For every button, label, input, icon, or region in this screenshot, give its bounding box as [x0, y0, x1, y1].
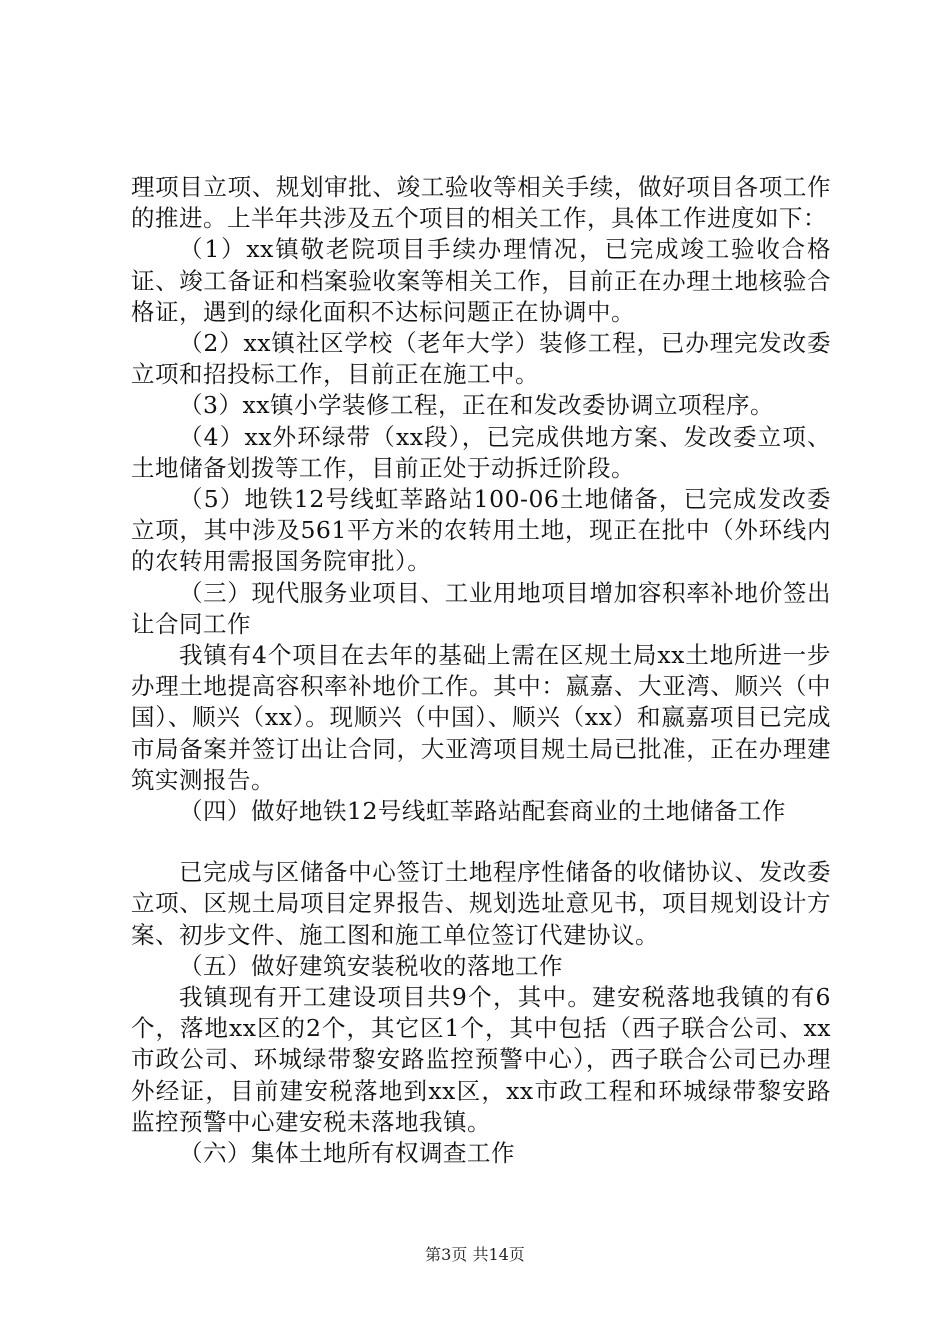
section-heading-5: （五）做好建筑安装税收的落地工作	[179, 951, 563, 980]
paragraph-item-5: （5）地铁12号线虹莘路站100-06土地储备，已完成发改委立项，其中涉及561平方米的农转用土地，现正在批中（外环线内的农转用需报国务院审批）。	[131, 485, 831, 576]
paragraph-continuation: 理项目立项、规划审批、竣工验收等相关手续，做好项目各项工作的推进。上半年共涉及五个项目的相关工作，具体工作进度如下：	[131, 173, 831, 233]
paragraph-section-4: 已完成与区储备中心签订土地程序性储备的收储协议、发改委立项、区规土局项目定界报告、规划选址意见书，项目规划设计方案、初步文件、施工图和施工单位签订代建协议。	[131, 858, 831, 949]
paragraph-item-3: （3）xx镇小学装修工程，正在和发改委协调立项程序。	[179, 391, 774, 420]
paragraph-item-4: （4）xx外环绿带（xx段），已完成供地方案、发改委立项、土地储备划拨等工作，目前正处于动拆迁阶段。	[131, 422, 831, 482]
section-heading-4: （四）做好地铁12号线虹莘路站配套商业的土地储备工作	[179, 797, 786, 826]
document-body	[131, 172, 831, 1169]
blank-line	[131, 827, 831, 857]
paragraph-item-2: （2）xx镇社区学校（老年大学）装修工程，已办理完发改委立项和招投标工作，目前正在施工中。	[131, 329, 831, 389]
section-heading-3: （三）现代服务业项目、工业用地项目增加容积率补地价签出让合同工作	[131, 578, 831, 638]
paragraph-section-5: 我镇现有开工建设项目共9个，其中。建安税落地我镇的有6个，落地xx区的2个，其它区1个，其中包括（西子联合公司、xx市政公司、环城绿带黎安路监控预警中心），西子联合公司已办理外经证，目前建安税落地到xx区，xx市政工程和环城绿带黎安路监控预警中心建安税未落地我镇。	[131, 983, 831, 1136]
paragraph-item-1: （1）xx镇敬老院项目手续办理情况，已完成竣工验收合格证、竣工备证和档案验收案等相关工作，目前正在办理土地核验合格证，遇到的绿化面积不达标问题正在协调中。	[131, 235, 831, 326]
page-number: 第3页 共14页	[425, 1245, 525, 1264]
section-heading-6: （六）集体土地所有权调查工作	[179, 1139, 515, 1168]
paragraph-section-3: 我镇有4个项目在去年的基础上需在区规土局xx土地所进一步办理土地提高容积率补地价工作。其中：嬴嘉、大亚湾、顺兴（中国）、顺兴（xx）。现顺兴（中国）、顺兴（xx）和嬴嘉项目已完成市局备案并签订出让合同，大亚湾项目规土局已批准，正在办理建筑实测报告。	[131, 641, 831, 794]
